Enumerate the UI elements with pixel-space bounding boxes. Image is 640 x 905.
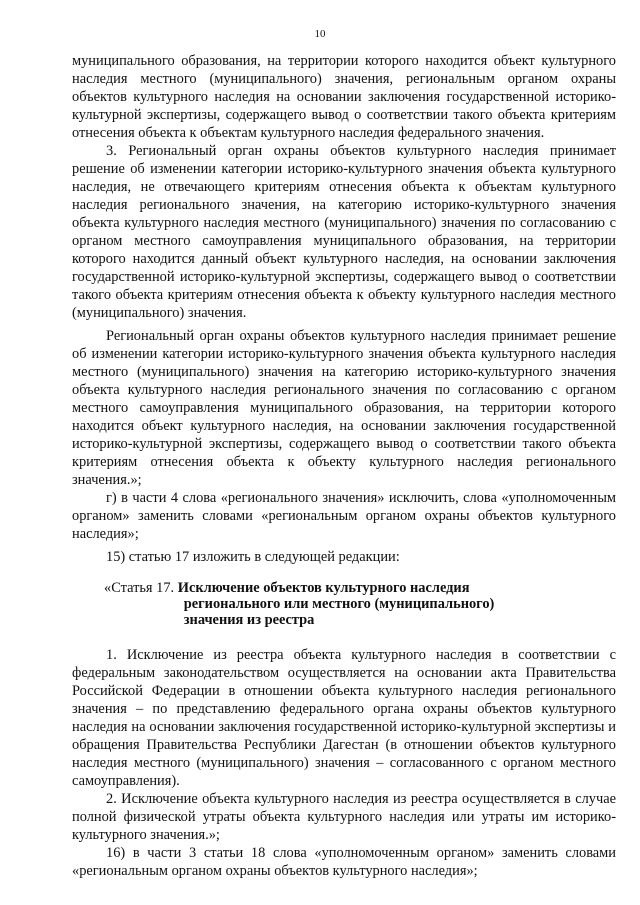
paragraph-article-17-part-2: 2. Исключение объекта культурного наследия из реестра осуществляется в случае полной физической утраты объекта культурного наследия или утраты им историко-культурного значения.»; [72, 791, 616, 843]
article-prefix: «Статья 17. [104, 580, 178, 596]
page-number: 10 [314, 28, 326, 40]
paragraph-article-17-part-1: 1. Исключение из реестра объекта культурного наследия в соответствии с федеральным законодательством осуществляется на основании акта Правительства Российской Федерации в отношении объекта культурного наследия регионального значения – по представлению федерального органа охраны объектов культурного наследия на основании заключения государственной историко-культурной экспертизы и обращения Правительства Республики Дагестан (в отношении объектов культурного наследия местного (муниципального) значения – согласованного с органом местного самоуправления). [72, 647, 616, 789]
paragraph-item-16: 16) в части 3 статьи 18 слова «уполномоченным органом» заменить словами «региональным органом охраны объектов культурного наследия»; [72, 845, 616, 879]
document-body [72, 52, 616, 880]
article-heading [104, 580, 616, 628]
paragraph-regional-decision: Региональный орган охраны объектов культурного наследия принимает решение об изменении категории историко-культурного значения объекта культурного наследия местного (муниципального) значения на категорию историко-культурного значения объекта культурного наследия регионального значения по согласованию с органом местного самоуправления муниципального образования, на территории которого находится объект культурного наследия, на основании заключения государственной историко-культурной экспертизы, содержащего вывод о соответствии такого объекта критериям отнесения объекта к объекту культурного наследия регионального значения.»; [72, 328, 616, 488]
article-title [178, 580, 495, 628]
article-title-line: значения из реестра [183, 612, 315, 628]
paragraph-item-15: 15) статью 17 изложить в следующей редакции: [106, 549, 400, 565]
paragraph-continuation: муниципального образования, на территории которого находится объект культурного наследия местного (муниципального) значения, региональным органом охраны объектов культурного наследия на основании заключения государственной историко-культурной экспертизы, содержащего вывод о соответствии такого объекта критериям отнесения объекта к объектам культурного наследия федерального значения. [72, 53, 616, 141]
article-title-line: регионального или местного (муниципального) [183, 596, 495, 612]
article-title-line: Исключение объектов культурного наследия [177, 580, 470, 596]
paragraph-item-3: 3. Региональный орган охраны объектов культурного наследия принимает решение об изменении категории историко-культурного значения объекта культурного наследия, не отвечающего критериям отнесения объекта к объектам культурного наследия регионального значения, на категорию историко-культурного значения объекта культурного наследия местного (муниципального) значения по согласованию с органом местного самоуправления муниципального образования, на территории которого находится данный объект культурного наследия, на основании заключения государственной историко-культурной экспертизы, содержащего вывод о соответствии такого объекта критериям отнесения объекта к объекту культурного наследия местного (муниципального) значения. [72, 143, 616, 321]
paragraph-item-g: г) в части 4 слова «регионального значения» исключить, слова «уполномоченным органом» заменить словами «региональным органом охраны объектов культурного наследия»; [72, 490, 616, 542]
